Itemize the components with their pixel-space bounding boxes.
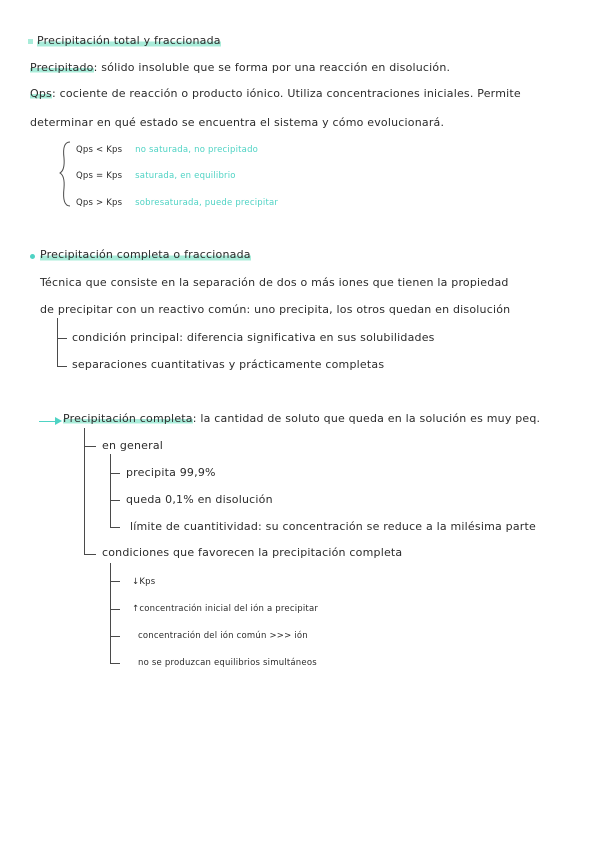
section3-branch xyxy=(84,446,96,447)
arrow-up-icon: ↑ xyxy=(132,604,140,614)
section2-title: Precipitación completa o fraccionada xyxy=(40,248,251,261)
section3-tree-line xyxy=(84,428,85,555)
conditions-label: condiciones que favorecen la precipitación completa xyxy=(102,546,403,559)
section2-item: separaciones cuantitativas y prácticamente completas xyxy=(72,358,385,371)
section2-branch xyxy=(57,366,67,367)
case-condition: Qps = Kps xyxy=(76,171,123,181)
general-item: límite de cuantitividad: su concentración se reduce a la milésima parte xyxy=(130,520,536,533)
section2-branch xyxy=(57,338,67,339)
condition-item xyxy=(138,629,308,643)
case-result: no saturada, no precipitado xyxy=(135,145,259,155)
section1-title: Precipitación total y fraccionada xyxy=(37,34,221,47)
precipitado-term: Precipitado xyxy=(30,61,94,74)
conditions-branch xyxy=(110,636,120,637)
precipitado-text: : sólido insoluble que se forma por una reacción en disolución. xyxy=(93,61,451,74)
section3-text: : la cantidad de soluto que queda en la solución es muy peq. xyxy=(192,412,541,425)
general-item: queda 0,1% en disolución xyxy=(126,493,273,506)
case-row xyxy=(76,169,236,183)
section2-tree-line xyxy=(57,318,58,367)
condition-text: Kps xyxy=(139,577,156,587)
general-tree-line xyxy=(110,454,111,528)
case-result: saturada, en equilibrio xyxy=(135,171,236,181)
condition-text: concentración del ión común >>> ión xyxy=(138,631,308,641)
arrow-down-icon: ↓ xyxy=(132,577,140,587)
conditions-branch xyxy=(110,609,120,610)
condition-text: concentración inicial del ión a precipitar xyxy=(139,604,319,614)
qps-definition xyxy=(30,87,521,101)
qps-term: Qps xyxy=(30,87,52,100)
cases-bracket xyxy=(60,140,72,210)
case-row xyxy=(76,196,278,210)
section2-bullet xyxy=(30,254,35,259)
qps-text-1: : cociente de reacción o producto iónico. Utiliza concentraciones iniciales. Permite xyxy=(51,87,521,100)
condition-item xyxy=(132,575,155,589)
section2-desc-2: de precipitar con un reactivo común: uno precipita, los otros quedan en disolución xyxy=(40,303,511,316)
arrow-right-icon xyxy=(55,417,62,425)
general-branch xyxy=(110,527,120,528)
section2-item: condición principal: diferencia significativa en sus solubilidades xyxy=(72,331,435,344)
section3-branch xyxy=(84,554,96,555)
case-condition: Qps < Kps xyxy=(76,145,123,155)
case-row xyxy=(76,143,258,157)
general-branch xyxy=(110,473,120,474)
general-item: precipita 99,9% xyxy=(126,466,216,479)
section1-bullet xyxy=(28,39,33,44)
conditions-branch xyxy=(110,581,120,582)
conditions-tree-line xyxy=(110,563,111,664)
precipitado-definition xyxy=(30,61,450,75)
general-label: en general xyxy=(102,439,164,452)
condition-item xyxy=(132,602,318,616)
conditions-branch xyxy=(110,663,120,664)
qps-text-2: determinar en qué estado se encuentra el sistema y cómo evolucionará. xyxy=(30,116,445,129)
case-result: sobresaturada, puede precipitar xyxy=(135,198,279,208)
section3-term: Precipitación completa xyxy=(63,412,193,425)
section3-definition xyxy=(63,412,540,426)
section2-desc-1: Técnica que consiste en la separación de dos o más iones que tienen la propiedad xyxy=(40,276,509,289)
condition-item xyxy=(138,656,317,670)
case-condition: Qps > Kps xyxy=(76,198,123,208)
condition-text: no se produzcan equilibrios simultáneos xyxy=(138,658,317,668)
general-branch xyxy=(110,500,120,501)
